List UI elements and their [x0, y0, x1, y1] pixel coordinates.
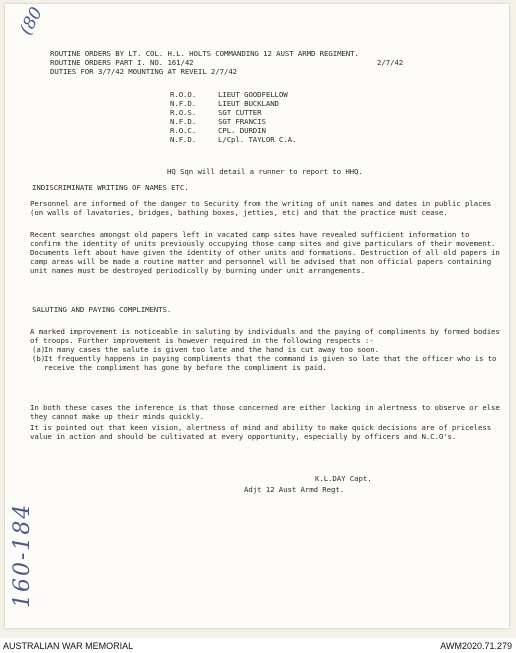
footer-institution: AUSTRALIAN WAR MEMORIAL	[3, 641, 134, 651]
list-item	[30, 355, 500, 373]
duty-row	[170, 136, 296, 145]
runner-notice: HQ Sqn will detail a runner to report to HHQ.	[167, 167, 363, 176]
list-marker: (b)	[32, 353, 46, 363]
duty-code: N.F.D.	[170, 99, 197, 108]
saluting-block	[30, 328, 500, 373]
footer-accession-number: AWM2020.71.279	[440, 641, 512, 651]
duty-name: SGT CUTTER	[218, 108, 262, 117]
handwritten-annotation-top: (80	[16, 4, 47, 39]
list-item-text: In many cases the salute is given too late and the hand is cut away too soon.	[44, 344, 379, 354]
paragraph-vision: It is pointed out that keen vision, alertness of mind and ability to make quick decisions are of priceless value in action and should be cultivated at every opportunity, especially by officers and N.C.O's.	[30, 423, 492, 441]
duty-name: LIEUT GOODFELLOW	[218, 90, 288, 99]
duty-roster	[170, 91, 296, 145]
header-title: ROUTINE ORDERS BY LT. COL. H.L. HOLTS COMMANDING 12 AUST ARMD REGIMENT.	[50, 49, 359, 58]
duty-name: LIEUT BUCKLAND	[218, 99, 279, 108]
list-item-text: It frequently happens in paying compliments that the command is given so late that the officer who is to receive the compliment has gone by before the compliment is paid.	[44, 353, 497, 372]
paragraph-inference: In both these cases the inference is that those concerned are either lacking in alertness to observe or else they cannot make up their minds quickly.	[30, 403, 500, 421]
footer-bar	[0, 638, 516, 653]
paragraph-searches: Recent searches amongst old papers left in vacated camp sites have revealed sufficient information to confirm the identity of units previously occupying those camp sites and give particulars of their movement. Documents left about have given the identity of other units and formations. Destruction of all old papers in camp areas will be made a routine matter and personnel will be advised that non official papers containing unit names must be destroyed periodically by burning under unit arrangements.	[30, 230, 500, 275]
order-header	[50, 49, 404, 77]
signature-title: Adjt 12 Aust Armd Regt.	[244, 485, 345, 494]
list-marker: (a)	[32, 344, 46, 354]
signature-name: K.L.DAY Capt.	[315, 474, 372, 483]
duty-name: L/Cpl. TAYLOR C.A.	[218, 135, 297, 144]
duty-code: N.F.D.	[170, 135, 197, 144]
duty-name: SGT FRANCIS	[218, 117, 266, 126]
section-heading-saluting: SALUTING AND PAYING COMPLIMENTS.	[32, 305, 172, 314]
duty-code: R.O.S.	[170, 108, 197, 117]
duty-code: N.F.D.	[170, 117, 197, 126]
handwritten-page-range: 160-184	[10, 502, 35, 608]
header-duties-line: DUTIES FOR 3/7/42 MOUNTING AT REVEIL 2/7/42	[50, 67, 238, 76]
header-date: 2/7/42	[377, 58, 404, 67]
duty-name: CPL. DURDIN	[218, 126, 266, 135]
header-order-number: ROUTINE ORDERS PART I. NO. 161/42	[50, 58, 194, 67]
section-heading-names: INDISCRIMINATE WRITING OF NAMES ETC.	[32, 183, 189, 192]
paragraph-saluting-intro: A marked improvement is noticeable in saluting by individuals and the paying of compliments by formed bodies of troops. Further improvement is however required in the following respects :-	[30, 327, 500, 345]
duty-code: R.O.C.	[170, 126, 197, 135]
duty-code: R.O.O.	[170, 90, 197, 99]
paragraph-security: Personnel are informed of the danger to Security from the writing of unit names and dates in public places (on walls of lavatories, bridges, bathing boxes, jetties, etc) and that the practice must cease.	[30, 199, 492, 217]
